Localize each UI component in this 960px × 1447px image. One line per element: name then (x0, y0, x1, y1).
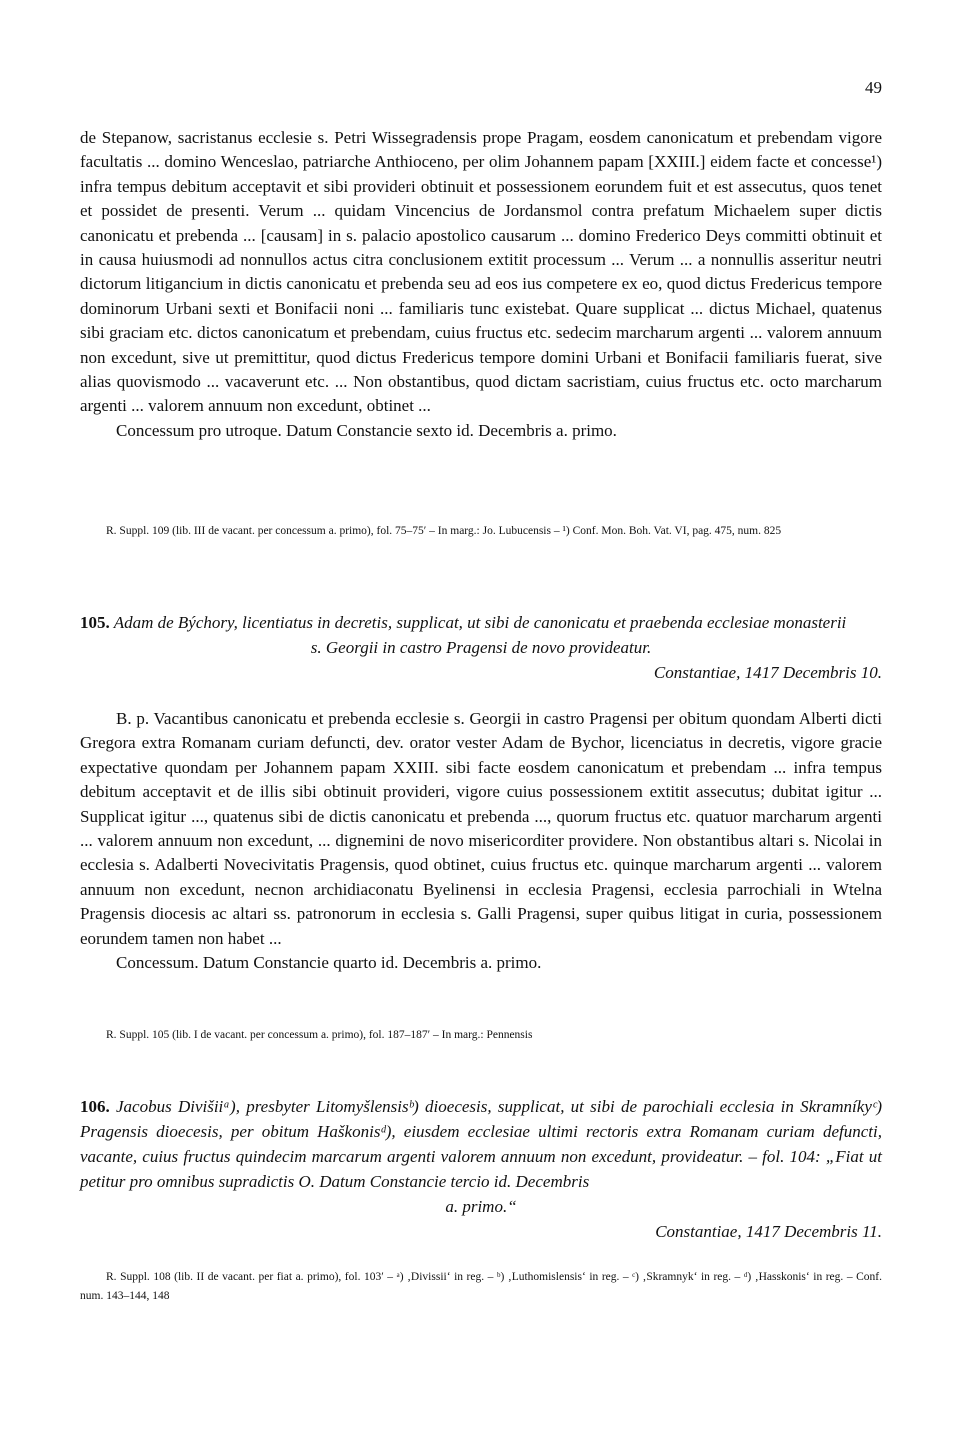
entry-105-place-date: Constantiae, 1417 Decembris 10. (653, 663, 882, 682)
entry-105-note (80, 1026, 882, 1045)
page-number: 49 (865, 78, 882, 97)
entry-105-regest-line1: Adam de Býchory, licentiatus in decretis, supplicat, ut sibi de canonicatu et praebenda ecclesiae monasterii (113, 613, 847, 632)
entry-104-concessum: Concessum pro utroque. Datum Constancie sexto id. Decembris a. primo. (116, 420, 617, 440)
entry-105-body (80, 707, 882, 975)
entry-106-regest-end: a. primo.“ (445, 1197, 517, 1216)
entry-105-number: 105. (80, 613, 110, 632)
entry-104-note (80, 522, 882, 541)
entry-106-place-date: Constantiae, 1417 Decembris 11. (655, 1222, 882, 1241)
entry-105-regest (80, 610, 882, 685)
entry-106-regest-text: Jacobus Divišiiᵃ), presbyter Litomyšlensisᵇ) dioecesis, supplicat, ut sibi de parochiali ecclesia in Skramníkyᶜ) Pragensis dioecesis, per obitum Haškonisᵈ), eiusdem ecclesiae ultimi rectoris extra Romanam curiam defuncti, vacante, cuius fructus quindecim marcarum argenti valorem annuum non excedunt, provideatur. – fol. 104: „Fiat ut petitur pro omnibus supradictis O. Datum Constancie tercio id. Decembris (80, 1097, 882, 1191)
entry-104-body (80, 126, 882, 443)
entry-105-note-text: R. Suppl. 105 (lib. I de vacant. per concessum a. primo), fol. 187–187′ – In marg.: Pennensis (106, 1029, 533, 1041)
entry-105-text: B. p. Vacantibus canonicatu et prebenda ecclesie s. Georgii in castro Pragensi per obitum quondam Alberti dicti Gregora extra Romanam curiam defuncti, dev. orator vester Adam de Bychor, licenciatus in decretis, vigore gracie expectative quondam per Johannem papam XXIII. sibi facte eosdem canonicatum et prebendam ... infra tempus debitum acceptavit et de illis sibi obtinuit provideri, vigore cuius possessionem extitit assecutus; dubitat igitur ... Supplicat igitur ..., quatenus sibi de dictis canonicatu et prebenda ..., quorum fructus etc. quatuor marcharum argenti ... valorem annuum non excedunt, ... dignemini de novo misericorditer providere. Non obstantibus altari s. Nicolai in ecclesia s. Adalberti Novecivitatis Pragensis, quod obtinet, cuius fructus etc. quinque marcharum argenti ... valorem annuum non excedunt, necnon archidiaconatu Byelinensi in ecclesia Pragensi, ecclesia parrochiali in Wtelna Pragensis diocesis ac altari ss. patronorum in ecclesia s. Galli Pragensi, super quibus litigat in curia, possessionem eorundem tamen non habet ... (80, 709, 882, 948)
entry-104-note-text: R. Suppl. 109 (lib. III de vacant. per concessum a. primo), fol. 75–75′ – In marg.: Jo. Lubucensis – ¹) Conf. Mon. Boh. Vat. VI, pag. 475, num. 825 (106, 525, 782, 537)
entry-105-concessum: Concessum. Datum Constancie quarto id. Decembris a. primo. (116, 953, 542, 973)
entry-105-regest-line2: s. Georgii in castro Pragensi de novo provideatur. (310, 638, 652, 657)
entry-106-number: 106. (80, 1097, 110, 1116)
entry-104-text: de Stepanow, sacristanus ecclesie s. Petri Wissegradensis prope Pragam, eosdem canonicatum et prebendam vigore facultatis ... domino Wenceslao, patriarche Anthioceno, per olim Johannem papam [XXIII.] eidem facte et concesse¹) infra tempus debitum acceptavit et sibi provideri obtinuit et possessionem eorundem fuit et est assecutus, quos tenet et possidet de presenti. Verum ... quidam Vincencius de Jordansmol contra prefatum Michaelem super dictis canonicatu et prebenda ... [causam] in s. palacio apostolico causarum ... domino Frederico Deys committi obtinuit et in causa huiusmodi ad nonnullos actus citra conclusionem extitit processum ... Verum ... a nonnullis asseritur neutri dictorum litigancium in dictis canonicatu et prebenda seu ad eos ius competere ex eo, quod dictus Fredericus tempore dominorum Urbani sexti et Bonifacii noni ... familiaris tunc existebat. Quare supplicat ... dictus Michael, quatenus sibi graciam etc. dictos canonicatum et prebendam, cuius fructus etc. sedecim marcharum argenti ... valorem annuum non excedunt, sive ut premittitur, quod dictus Fredericus tempore domini Urbani et Bonifacii familiaris fuerat, sive alias quovismodo ... vacaverunt etc. ... Non obstantibus, quod dictam sacristiam, cuius fructus etc. octo marcharum argenti ... valorem annuum non excedunt, obtinet ... (80, 128, 882, 416)
entry-106-note (80, 1268, 882, 1306)
entry-106-regest (80, 1094, 882, 1244)
entry-106-note-text: R. Suppl. 108 (lib. II de vacant. per fiat a. primo), fol. 103′ – ᵃ) ‚Divissii‘ in reg. – ᵇ) ‚Luthomislensis‘ in reg. – ᶜ) ‚Skramnyk‘ in reg. – ᵈ) ‚Hasskonis‘ in reg. – Conf. num. 143–144, 148 (80, 1271, 882, 1302)
